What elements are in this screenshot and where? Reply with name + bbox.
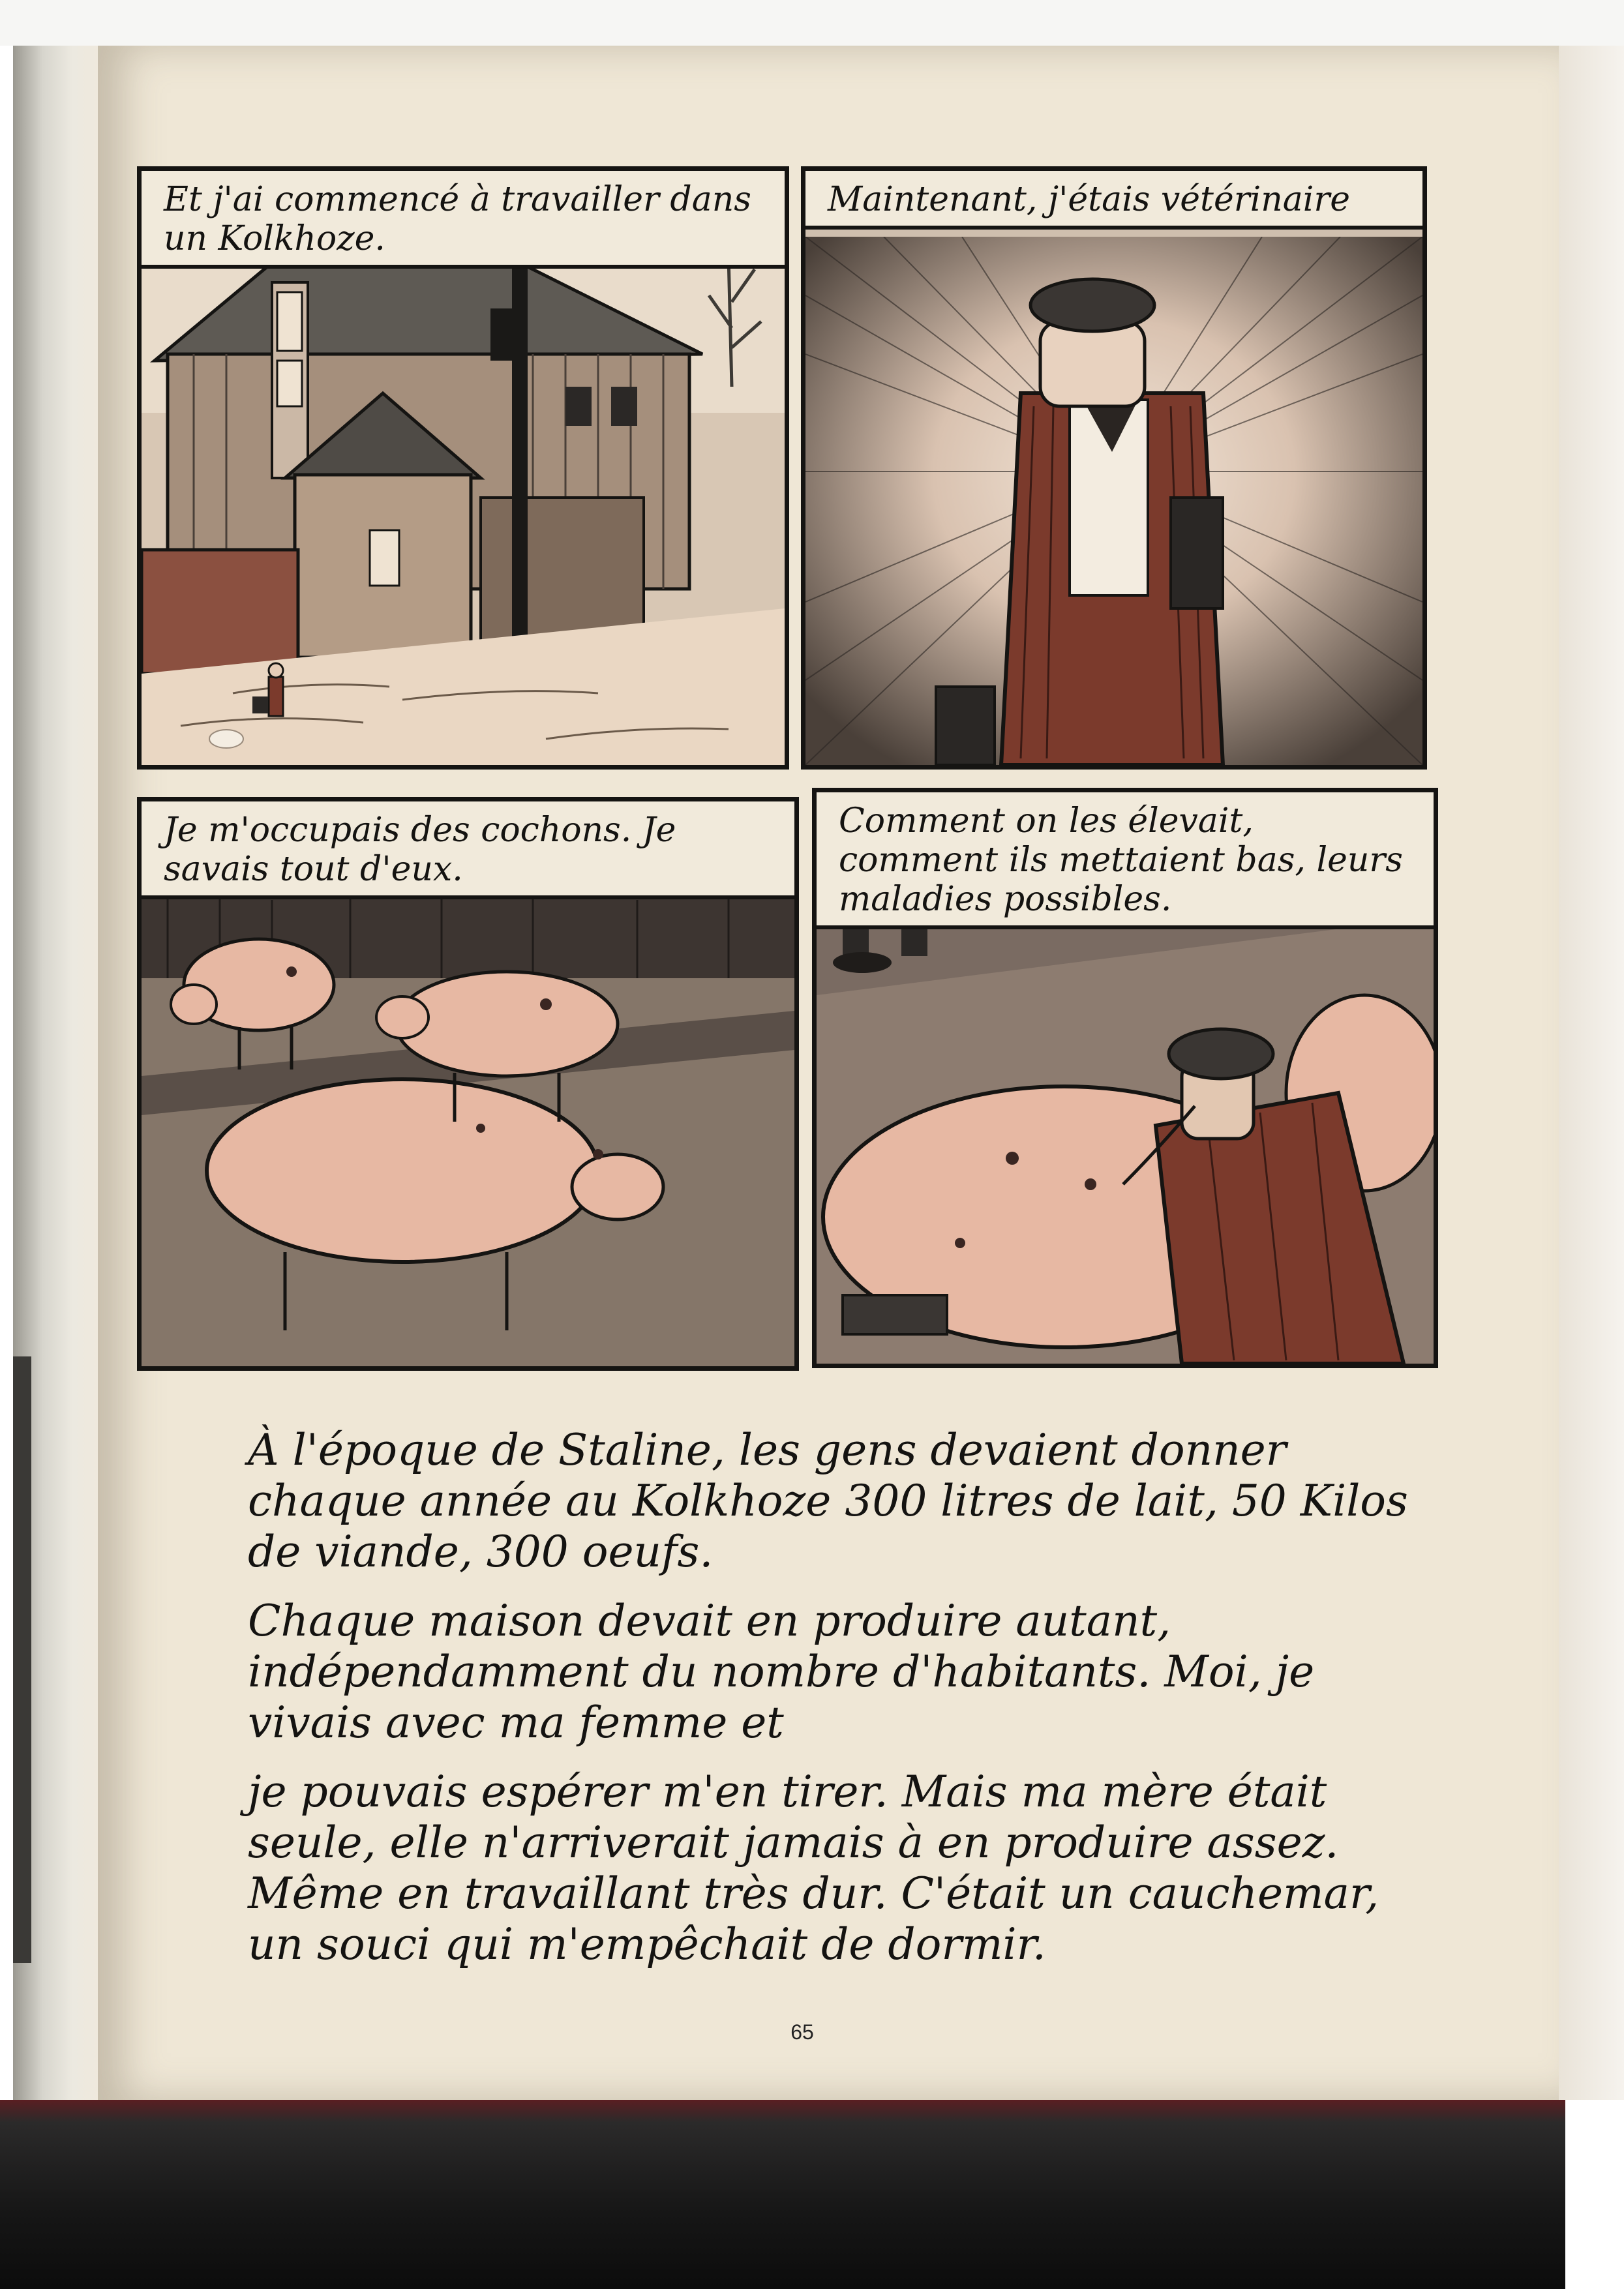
narration-paragraph-2: Chaque maison devait en produire autant, indépendamment du nombre d'habitants. Moi, je vivais avec ma femme et xyxy=(248,1596,1315,1748)
caption-panel-3: Je m'occupais des cochons. Je savais tout d'eux. xyxy=(142,801,794,899)
narration-paragraph-3: je pouvais espérer m'en tirer. Mais ma mère était seule, elle n'arriverait jamais à en produire assez. Même en travaillant très dur. C'était un cauchemar, un souci qui m'empêchait de dormir. xyxy=(248,1767,1379,1969)
caption-panel-1: Et j'ai commencé à travailler dans un Kolkhoze. xyxy=(142,171,785,269)
panel-vet-examining-pig xyxy=(812,788,1438,1368)
scan-corner xyxy=(1565,2100,1624,2289)
pigs-illustration xyxy=(142,880,794,1366)
panel-kolkhoze xyxy=(137,166,789,770)
narration-text xyxy=(248,1425,1422,1988)
page-number: 65 xyxy=(790,2020,814,2044)
kolkhoze-illustration xyxy=(142,243,785,765)
panel-veterinarian xyxy=(801,166,1427,770)
narration-paragraph-1: À l'époque de Staline, les gens devaient donner chaque année au Kolkhoze 300 litres de lait, 50 Kilos de viande, 300 oeufs. xyxy=(248,1425,1408,1577)
right-page-edge xyxy=(1559,46,1624,2100)
left-page-edge xyxy=(13,1356,31,1963)
panel-pig-pen xyxy=(137,797,799,1371)
book-bottom-edge xyxy=(0,2100,1624,2289)
veterinarian-illustration xyxy=(805,237,1422,765)
caption-panel-4: Comment on les élevait, comment ils mettaient bas, leurs maladies possibles. xyxy=(817,792,1434,929)
caption-panel-2: Maintenant, j'étais vétérinaire xyxy=(805,171,1422,230)
vet-pig-illustration xyxy=(817,878,1434,1364)
scan-top-margin xyxy=(0,0,1624,46)
